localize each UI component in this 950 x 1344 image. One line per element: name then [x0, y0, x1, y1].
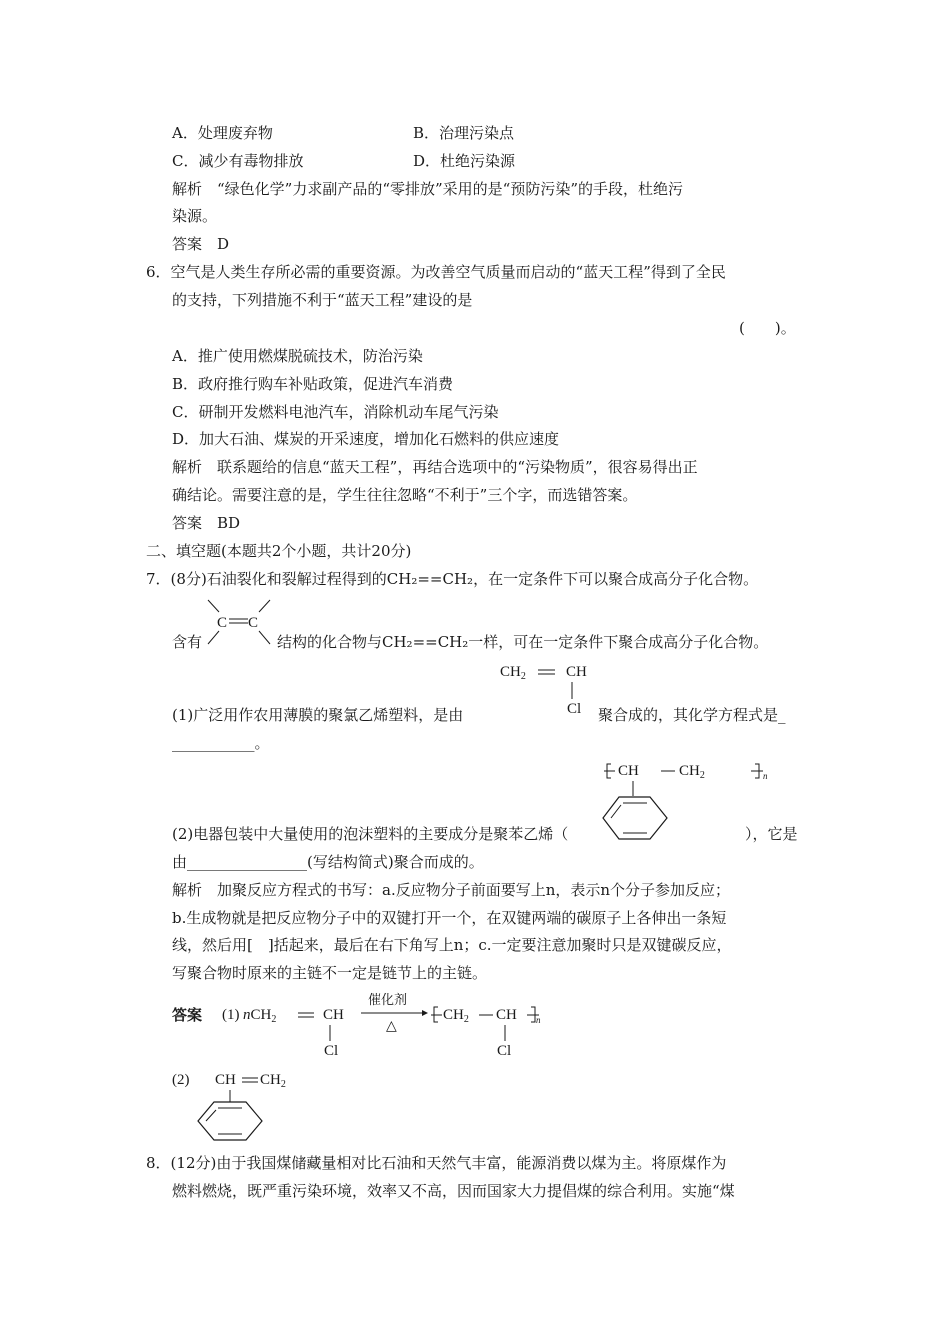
- q7-answer-1-product-n: n: [536, 1015, 541, 1025]
- q7-answer-1-prefix: (1): [222, 1007, 240, 1023]
- q7-catalyst-label: 催化剂: [368, 992, 408, 1007]
- styrene-ch: CH: [215, 1072, 236, 1088]
- polystyrene-benzene-ring-icon: [605, 795, 675, 845]
- polystyrene-ch: CH: [618, 763, 639, 779]
- vinyl-chloride-formula: $CH_2$: [500, 664, 526, 682]
- q5-analysis-line-1: 解析 “绿色化学”力求副产品的“零排放”采用的是“预防污染”的手段，杜绝污: [172, 180, 684, 198]
- q7-answer-1-reactant-double-bond: [297, 1011, 317, 1021]
- q7-heat-symbol: △: [386, 1019, 397, 1034]
- styrene-double-bond: [241, 1076, 261, 1086]
- cc-double-bond-structure: [200, 598, 280, 648]
- q7-stem-line-1: 7．(8分)石油裂化和裂解过程得到的CH₂==CH₂，在一定条件下可以聚合成高分子化合物。: [146, 570, 759, 588]
- cc-carbon-right: C: [248, 615, 259, 631]
- q7-part2-line-a: (2)电器包装中大量使用的泡沫塑料的主要成分是聚苯乙烯（: [172, 825, 569, 843]
- q7-answer-label: 答案: [172, 1006, 203, 1024]
- q6-answer-blank: ( )。: [739, 319, 796, 337]
- vinyl-chloride-cl: Cl: [567, 701, 582, 717]
- q7-analysis-line-2: b.生成物就是把反应物分子中的双键打开一个，在双键两端的碳原子上各伸出一条短: [172, 909, 727, 927]
- q5-option-c: C．减少有毒物排放: [172, 152, 304, 170]
- polystyrene-n: n: [763, 771, 768, 781]
- q8-stem-line-2: 燃料燃烧，既严重污染环境，效率又不高，因而国家大力提倡煤的综合利用。实施“煤: [172, 1182, 735, 1200]
- cc-carbon-left: C: [217, 615, 228, 631]
- section-2-title: 二、填空题(本题共2个小题，共计20分): [146, 542, 412, 560]
- q5-analysis-line-2: 染源。: [172, 207, 218, 225]
- q7-part1-line-b: 聚合成的，其化学方程式是_: [598, 706, 786, 724]
- q7-stem-line-2a: 含有: [172, 633, 203, 651]
- q7-part1-line-a: (1)广泛用作农用薄膜的聚氯乙烯塑料，是由: [172, 706, 464, 724]
- q7-part2-line-b: ），它是: [745, 825, 798, 843]
- q7-answer-1-product-cl: Cl: [497, 1043, 512, 1059]
- q7-answer-1-reactant-cl-bond: [329, 1024, 333, 1044]
- q5-answer: 答案 D: [172, 235, 230, 253]
- q6-option-c: C．研制开发燃料电池汽车，消除机动车尾气污染: [172, 403, 499, 421]
- styrene-benzene-ring-icon: [200, 1089, 270, 1143]
- q8-stem-line-1: 8．(12分)由于我国煤储藏量相对比石油和天然气丰富，能源消费以煤为主。将原煤作为: [146, 1154, 727, 1172]
- q7-analysis-line-4: 写聚合物时原来的主链不一定是链节上的主链。: [172, 964, 488, 982]
- q7-answer-2-prefix: (2): [172, 1072, 190, 1088]
- vinyl-chloride-ch: CH: [566, 664, 587, 680]
- q6-option-d: D．加大石油、煤炭的开采速度，增加化石燃料的供应速度: [172, 430, 560, 448]
- q5-option-b: B．治理污染点: [413, 124, 515, 142]
- q7-answer-1-reactant: nCH$_2$: [243, 1007, 277, 1025]
- reaction-arrow-icon: [360, 1008, 430, 1018]
- q6-stem-line-2: 的支持，下列措施不利于“蓝天工程”建设的是: [172, 291, 473, 309]
- q6-option-b: B．政府推行购车补贴政策，促进汽车消费: [172, 375, 454, 393]
- q5-option-a: A．处理废弃物: [172, 124, 273, 142]
- vinyl-chloride-cl-bond: [571, 681, 575, 701]
- q7-answer-1-product-ch2: $CH_2$: [443, 1007, 469, 1025]
- q6-option-a: A．推广使用燃煤脱硫技术，防治污染: [172, 347, 423, 365]
- q7-analysis-line-1: 解析 加聚反应方程式的书写：a.反应物分子前面要写上n，表示n个分子参加反应；: [172, 881, 731, 899]
- q6-answer: 答案 BD: [172, 514, 241, 532]
- q7-answer-1-product-ch: CH: [496, 1007, 517, 1023]
- q7-part2-line-c: 由________________(写结构简式)聚合而成的。: [172, 853, 484, 871]
- q6-stem-line-1: 6．空气是人类生存所必需的重要资源。为改善空气质量而启动的“蓝天工程”得到了全民: [146, 263, 726, 281]
- q7-answer-1-reactant-cl: Cl: [324, 1043, 339, 1059]
- q7-analysis-line-3: 线，然后用[ ]括起来，最后在右下角写上n；c.一定要注意加聚时只是双键碳反应，: [172, 936, 732, 954]
- q7-stem-line-2b: 结构的化合物与CH₂==CH₂一样，可在一定条件下聚合成高分子化合物。: [277, 633, 769, 651]
- q7-answer-1-reactant-ch: CH: [323, 1007, 344, 1023]
- polystyrene-ch2: $CH_2$: [679, 763, 705, 781]
- styrene-ch2: $CH_2$: [260, 1072, 286, 1090]
- vinyl-chloride-double-bond: [537, 668, 557, 678]
- q7-part1-line-c: ___________。: [172, 734, 270, 752]
- q5-option-d: D．杜绝污染源: [413, 152, 516, 170]
- q6-analysis-line-1: 解析 联系题给的信息“蓝天工程”，再结合选项中的“污染物质”，很容易得出正: [172, 458, 698, 476]
- q6-analysis-line-2: 确结论。需要注意的是，学生往往忽略“不利于”三个字，而选错答案。: [172, 486, 638, 504]
